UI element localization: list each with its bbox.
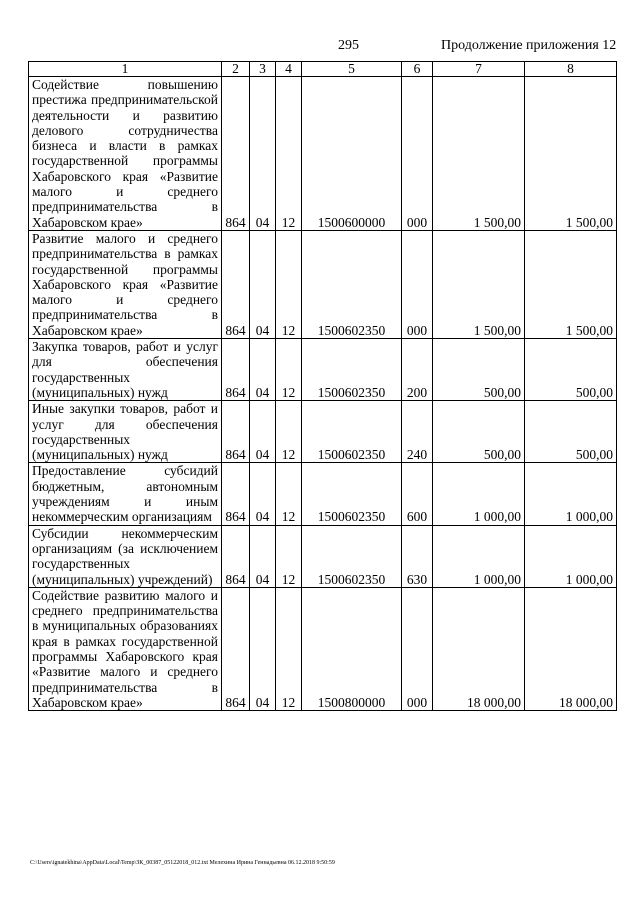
table-row [29, 77, 617, 231]
budget-table [28, 61, 617, 711]
amount-col7: 500,00 [433, 401, 525, 463]
section-code: 04 [250, 401, 276, 463]
row-name: Субсидии некоммерческим организациям (за исключением государственных (муниципальных) учреждений) [29, 525, 222, 587]
subsection-code: 12 [276, 525, 302, 587]
amount-col8: 1 500,00 [525, 230, 617, 338]
subsection-code: 12 [276, 463, 302, 525]
amount-col8: 18 000,00 [525, 587, 617, 710]
amount-col8: 1 000,00 [525, 463, 617, 525]
column-header: 3 [250, 62, 276, 77]
section-code: 04 [250, 525, 276, 587]
ministry-code: 864 [222, 525, 250, 587]
ministry-code: 864 [222, 401, 250, 463]
subsection-code: 12 [276, 401, 302, 463]
table-row [29, 463, 617, 525]
amount-col7: 1 500,00 [433, 77, 525, 231]
column-header: 8 [525, 62, 617, 77]
expense-type-code: 630 [402, 525, 433, 587]
subsection-code: 12 [276, 587, 302, 710]
target-article-code: 1500602350 [302, 401, 402, 463]
row-name: Иные закупки товаров, работ и услуг для обеспечения государственных (муниципальных) нужд [29, 401, 222, 463]
column-header: 1 [29, 62, 222, 77]
amount-col7: 500,00 [433, 339, 525, 401]
table-row [29, 587, 617, 710]
expense-type-code: 200 [402, 339, 433, 401]
row-name: Содействие повышению престижа предпринимательской деятельности и развитию делового сотрудничества бизнеса и власти в рамках государственной программы Хабаровского края «Развитие малого и среднего предпринимательства в Хабаровском крае» [29, 77, 222, 231]
ministry-code: 864 [222, 339, 250, 401]
target-article-code: 1500602350 [302, 525, 402, 587]
amount-col8: 1 500,00 [525, 77, 617, 231]
section-code: 04 [250, 230, 276, 338]
section-code: 04 [250, 587, 276, 710]
row-name: Развитие малого и среднего предпринимательства в рамках государственной программы Хабаровского края «Развитие малого и среднего предпринимательства в Хабаровском крае» [29, 230, 222, 338]
row-name: Закупка товаров, работ и услуг для обеспечения государственных (муниципальных) нужд [29, 339, 222, 401]
amount-col7: 1 500,00 [433, 230, 525, 338]
table-row [29, 339, 617, 401]
ministry-code: 864 [222, 587, 250, 710]
expense-type-code: 240 [402, 401, 433, 463]
row-name: Содействие развитию малого и среднего предпринимательства в муниципальных образованиях края в рамках государственной программы Хабаровского края «Развитие малого и среднего предпринимательства в Хабаровском крае» [29, 587, 222, 710]
expense-type-code: 000 [402, 587, 433, 710]
row-name: Предоставление субсидий бюджетным, автономным учреждениям и иным некоммерческим организациям [29, 463, 222, 525]
page-number: 295 [338, 38, 359, 53]
target-article-code: 1500600000 [302, 77, 402, 231]
target-article-code: 1500602350 [302, 339, 402, 401]
target-article-code: 1500800000 [302, 587, 402, 710]
amount-col8: 500,00 [525, 401, 617, 463]
expense-type-code: 000 [402, 77, 433, 231]
ministry-code: 864 [222, 230, 250, 338]
table-row [29, 230, 617, 338]
subsection-code: 12 [276, 230, 302, 338]
section-code: 04 [250, 463, 276, 525]
expense-type-code: 600 [402, 463, 433, 525]
amount-col8: 1 000,00 [525, 525, 617, 587]
ministry-code: 864 [222, 463, 250, 525]
expense-type-code: 000 [402, 230, 433, 338]
amount-col7: 1 000,00 [433, 525, 525, 587]
subsection-code: 12 [276, 339, 302, 401]
amount-col7: 18 000,00 [433, 587, 525, 710]
column-header: 5 [302, 62, 402, 77]
section-code: 04 [250, 77, 276, 231]
table-row [29, 525, 617, 587]
column-header: 6 [402, 62, 433, 77]
target-article-code: 1500602350 [302, 463, 402, 525]
subsection-code: 12 [276, 77, 302, 231]
column-header: 4 [276, 62, 302, 77]
ministry-code: 864 [222, 77, 250, 231]
section-code: 04 [250, 339, 276, 401]
target-article-code: 1500602350 [302, 230, 402, 338]
continuation-title: Продолжение приложения 12 [441, 38, 617, 53]
column-header: 2 [222, 62, 250, 77]
footer-file-path: C:\Users\ignatekhina\AppData\Local\Temp\ЗК_00387_05122018_012.txt Мелехина Ирина Геннадьевна 06.12.2018 9:50:59 [30, 860, 335, 866]
amount-col8: 500,00 [525, 339, 617, 401]
table-header-row [29, 62, 617, 77]
amount-col7: 1 000,00 [433, 463, 525, 525]
table-row [29, 401, 617, 463]
column-header: 7 [433, 62, 525, 77]
